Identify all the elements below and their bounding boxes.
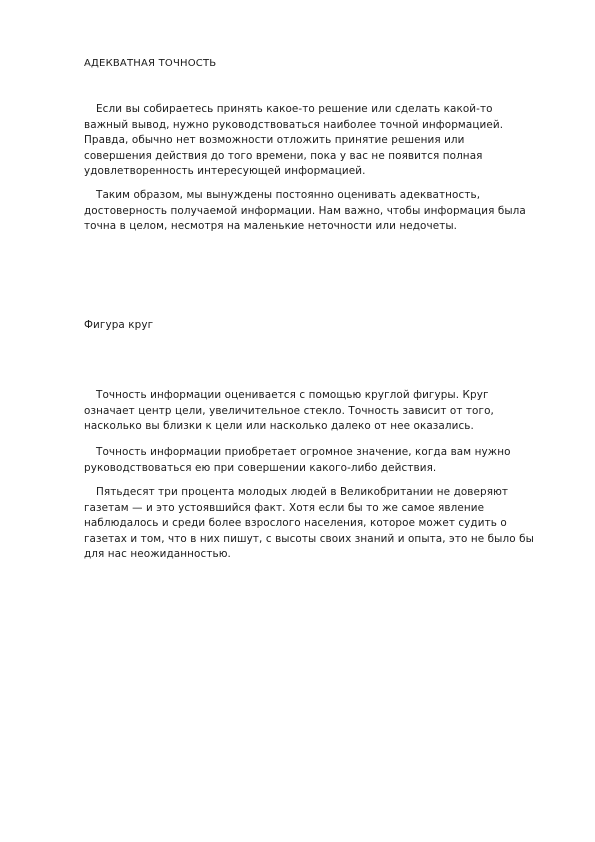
figure-caption: Фигура круг	[84, 319, 154, 331]
paragraph	[84, 188, 534, 235]
document-title: АДЕКВАТНАЯ ТОЧНОСТЬ	[84, 58, 217, 69]
paragraph-text: Таким образом, мы вынуждены постоянно оценивать адекватность, достоверность получаемой информации. Нам важно, чтобы информация была точна в целом, несмотря на маленькие неточности или недочеты.	[84, 189, 526, 232]
paragraph-text: Точность информации приобретает огромное значение, когда вам нужно руководствоваться ею при совершении какого-либо действия.	[84, 446, 511, 474]
paragraph-text: Если вы собираетесь принять какое-то решение или сделать какой-то важный вывод, нужно руководствоваться наиболее точной информацией. Правда, обычно нет возможности отложить принятие решения или совершения действия до того времени, пока у вас не появится полная удовлетворенность интересующей информацией.	[84, 103, 504, 177]
paragraph	[84, 102, 534, 180]
paragraph	[84, 485, 534, 563]
paragraph-text: Пятьдесят три процента молодых людей в Великобритании не доверяют газетам — и это устоявшийся факт. Хотя если бы то же самое явление наблюдалось и среди более взрослого населения, которое может судить о газетах и том, что в них пишут, с высоты своих знаний и опыта, это не было бы для нас неожиданностью.	[84, 486, 534, 560]
paragraph-text: Точность информации оценивается с помощью круглой фигуры. Круг означает центр цели, увеличительное стекло. Точность зависит от того, насколько вы близки к цели или насколько далеко от нее оказались.	[84, 389, 494, 432]
paragraph	[84, 445, 534, 476]
paragraph	[84, 388, 534, 435]
